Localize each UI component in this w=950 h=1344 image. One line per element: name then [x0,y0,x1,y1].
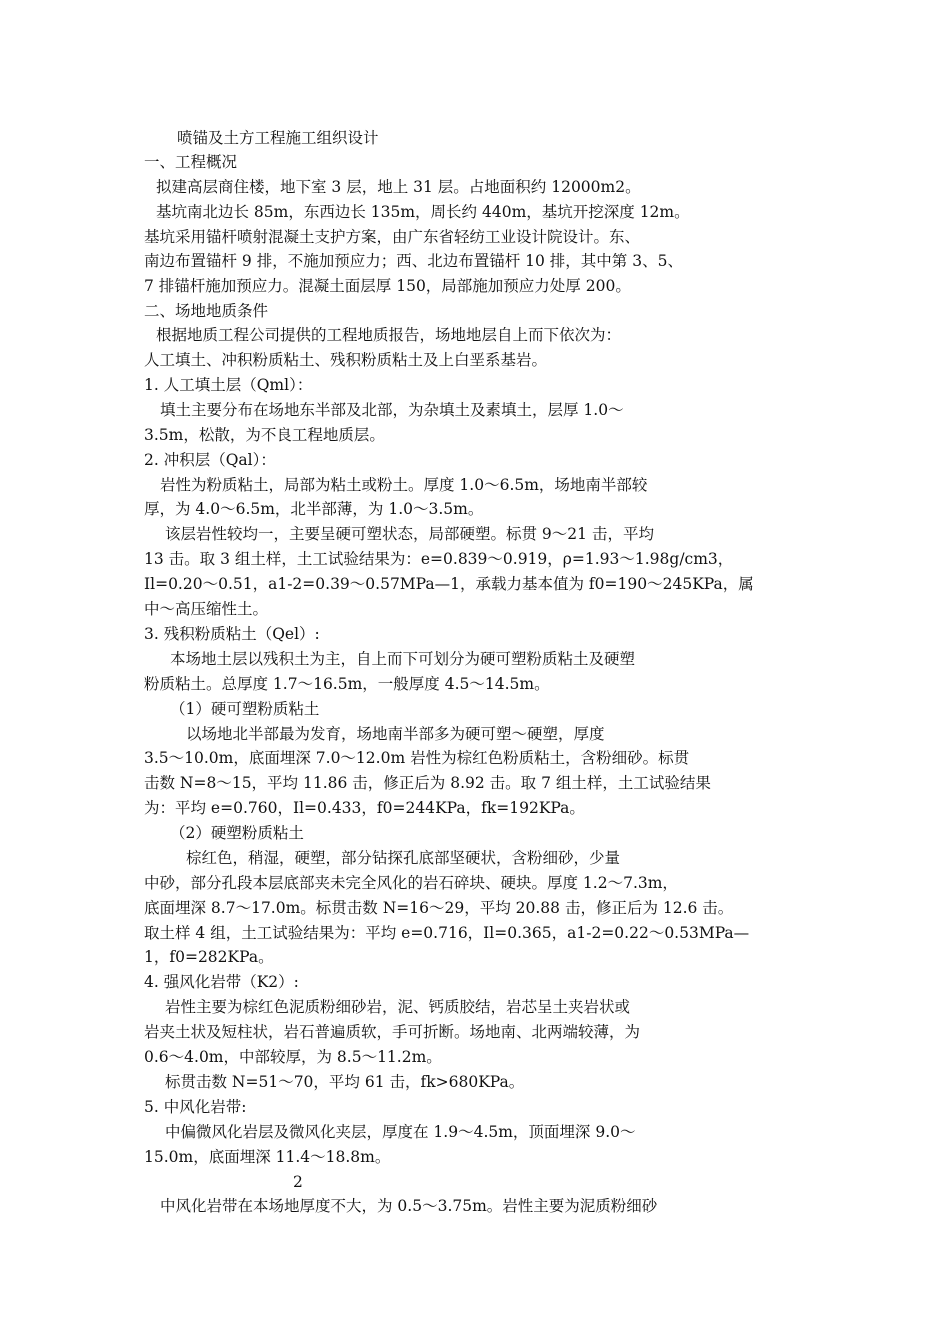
subsection-heading: 4. 强风化岩带（K2）: [144,973,299,991]
text-line: 本场地土层以残积土为主，自上而下可划分为硬可塑粉质粘土及硬塑 [170,650,636,668]
text-line: Il=0.20～0.51，a1-2=0.39～0.57MPa—1，承载力基本值为 f0=190～245KPa，属 [144,575,754,593]
text-line: 底面埋深 8.7～17.0m。标贯击数 N=16～29，平均 20.88 击，修正后为 12.6 击。 [144,899,734,917]
section-heading: 二、场地地质条件 [144,302,269,320]
subsection-heading: 2. 冲积层（Qal）： [144,451,276,469]
text-line: 13 击。取 3 组土样，土工试验结果为：e=0.839～0.919，ρ=1.93～1.98g/cm3， [144,550,734,568]
text-line: 棕红色，稍湿，硬塑，部分钻探孔底部坚硬状，含粉细砂，少量 [186,849,621,867]
text-line: 厚，为 4.0～6.5m，北半部薄，为 1.0～3.5m。 [144,500,484,518]
text-line: 3.5m，松散，为不良工程地质层。 [144,426,385,444]
text-line: 中风化岩带在本场地厚度不大，为 0.5～3.75m。岩性主要为泥质粉细砂 [160,1197,658,1215]
subsection-heading: 3. 残积粉质粘土（Qel）: [144,625,320,643]
text-line: 基坑采用锚杆喷射混凝土支护方案，由广东省轻纺工业设计院设计。东、 [144,228,641,246]
text-line: 15.0m，底面埋深 11.4～18.8m。 [144,1148,391,1166]
text-line: 基坑南北边长 85m，东西边长 135m，周长约 440m，基坑开挖深度 12m。 [156,203,690,221]
text-line: 中～高压缩性土。 [144,600,269,618]
text-line: 中偏微风化岩层及微风化夹层，厚度在 1.9～4.5m，顶面埋深 9.0～ [165,1123,636,1141]
text-line: 7 排锚杆施加预应力。混凝土面层厚 150，局部施加预应力处厚 200。 [144,277,631,295]
text-line: 以场地北半部最为发育，场地南半部多为硬可塑～硬塑，厚度 [186,725,605,743]
text-line: 粉质粘土。总厚度 1.7～16.5m，一般厚度 4.5～14.5m。 [144,675,550,693]
text-line: 根据地质工程公司提供的工程地质报告，场地地层自上而下依次为： [156,326,622,344]
subsection-heading: 1. 人工填土层（Qml）： [144,376,313,394]
text-line: 该层岩性较均一，主要呈硬可塑状态，局部硬塑。标贯 9～21 击，平均 [165,525,654,543]
document-title: 喷锚及土方工程施工组织设计 [177,129,379,147]
text-line: 人工填土、冲积粉质粘土、残积粉质粘土及上白垩系基岩。 [144,351,548,369]
text-line: 南边布置锚杆 9 排，不施加预应力；西、北边布置锚杆 10 排，其中第 3、5、 [144,252,683,270]
text-line: 填土主要分布在场地东半部及北部，为杂填土及素填土，层厚 1.0～ [160,401,624,419]
text-line: 标贯击数 N=51～70，平均 61 击，fk>680KPa。 [165,1073,525,1091]
subsection-heading: 5. 中风化岩带: [144,1098,247,1116]
text-line: 1，f0=282KPa。 [144,948,274,966]
text-line: 为：平均 e=0.760，Il=0.433，f0=244KPa，fk=192KPa。 [144,799,585,817]
text-line: 击数 N=8～15，平均 11.86 击，修正后为 8.92 击。取 7 组土样，土工试验结果 [144,774,711,792]
subsection-heading: （1）硬可塑粉质粘土 [170,700,320,718]
text-line: 岩性为粉质粘土，局部为粘土或粉土。厚度 1.0～6.5m，场地南半部较 [160,476,648,494]
text-line: 0.6～4.0m，中部较厚，为 8.5～11.2m。 [144,1048,442,1066]
text-line: 取土样 4 组，土工试验结果为：平均 e=0.716，Il=0.365，a1-2=0.22～0.53MPa— [144,924,750,942]
text-line: 岩性主要为棕红色泥质粉细砂岩，泥、钙质胶结，岩芯呈土夹岩状或 [165,998,631,1016]
text-line: 拟建高层商住楼，地下室 3 层，地上 31 层。占地面积约 12000m2。 [156,178,641,196]
text-line: 3.5～10.0m，底面埋深 7.0～12.0m 岩性为棕红色粉质粘土，含粉细砂。标贯 [144,749,690,767]
page-number: 2 [293,1173,303,1191]
text-line: 中砂，部分孔段本层底部夹未完全风化的岩石碎块、硬块。厚度 1.2～7.3m， [144,874,678,892]
subsection-heading: （2）硬塑粉质粘土 [170,824,304,842]
section-heading: 一、工程概况 [144,153,238,171]
text-line: 岩夹土状及短柱状，岩石普遍质软，手可折断。场地南、北两端较薄，为 [144,1023,641,1041]
